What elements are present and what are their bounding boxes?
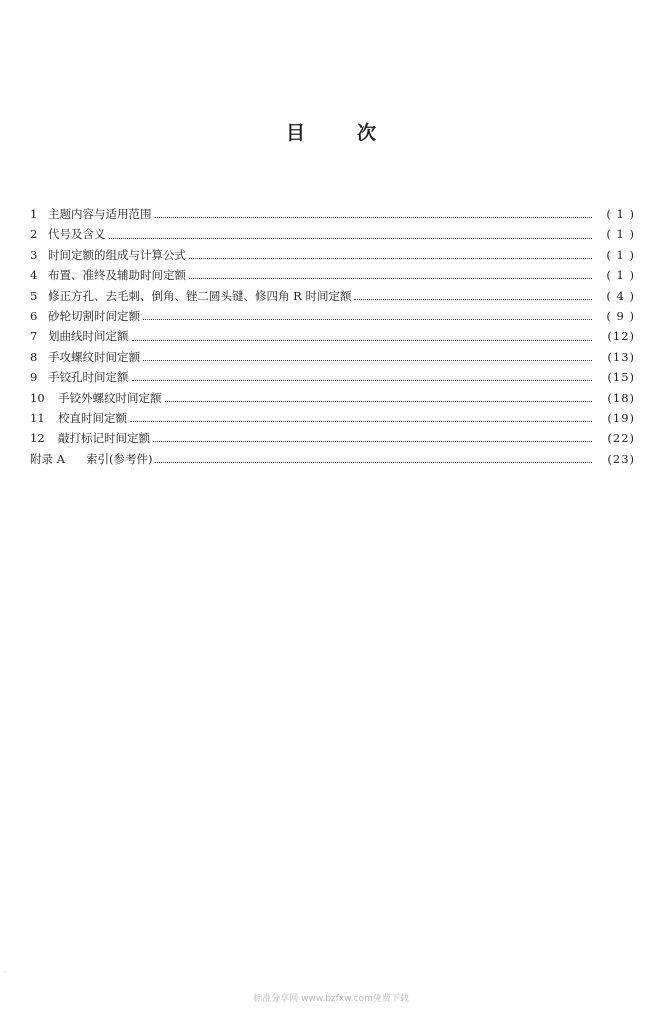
- leader-dots: [143, 359, 592, 361]
- toc-page: (23): [607, 451, 635, 466]
- toc-entry[interactable]: [30, 367, 635, 387]
- toc-label: 代号及含义: [48, 227, 106, 242]
- toc-number: 9: [30, 370, 38, 385]
- leader-dots: [130, 420, 592, 422]
- scan-speck: ·: [4, 968, 7, 976]
- toc-page: (19): [607, 410, 635, 425]
- leader-dots: [155, 216, 593, 218]
- toc-page: (12): [607, 329, 635, 344]
- toc-label: 划曲线时间定额: [48, 329, 129, 344]
- page-title: [0, 118, 662, 145]
- toc-page: ( 4 ): [606, 288, 635, 303]
- toc-label: 砂轮切割时间定额: [48, 308, 140, 323]
- toc-label: 手攻螺纹时间定额: [48, 349, 140, 364]
- leader-dots: [143, 318, 592, 320]
- toc-entry[interactable]: [30, 428, 635, 448]
- toc-entry[interactable]: [30, 306, 635, 326]
- leader-dots: [189, 277, 592, 279]
- title-right-char: 次: [357, 122, 377, 144]
- toc-number: 12: [30, 431, 45, 446]
- toc-page: ( 1 ): [606, 268, 635, 283]
- toc-number: 11: [30, 410, 45, 425]
- toc-number: 3: [30, 247, 38, 262]
- toc-entry[interactable]: [30, 408, 635, 428]
- footer-watermark: 标准分享网 www.bzfxw.com免费下载: [253, 994, 409, 1004]
- leader-dots: [165, 400, 593, 402]
- toc-label: 索引(参考件): [86, 451, 153, 466]
- toc-page: ( 1 ): [606, 207, 635, 221]
- toc-entry[interactable]: [30, 204, 635, 224]
- toc-label: 修正方孔、去毛刺、倒角、锉二圆头键、修四角 R 时间定额: [48, 288, 352, 303]
- toc-entry[interactable]: [30, 326, 635, 346]
- leader-dots: [155, 461, 592, 463]
- toc-page: (13): [607, 349, 635, 364]
- toc-number: 8: [30, 349, 38, 364]
- toc-label: 布置、准终及辅助时间定额: [48, 268, 186, 283]
- toc-entry[interactable]: [30, 388, 635, 408]
- toc-label: 手铰孔时间定额: [48, 370, 129, 385]
- leader-dots: [109, 237, 593, 239]
- toc-entry[interactable]: [30, 224, 635, 244]
- toc-label: 主题内容与适用范围: [48, 207, 152, 221]
- leader-dots: [189, 257, 592, 259]
- toc-page: (18): [607, 390, 635, 405]
- toc-number: 1: [30, 207, 38, 221]
- toc-entry[interactable]: [30, 245, 635, 265]
- toc-page: ( 1 ): [606, 247, 635, 262]
- leader-dots: [354, 298, 592, 300]
- toc-page: (22): [607, 431, 635, 446]
- leader-dots: [132, 339, 593, 341]
- toc-number: 5: [30, 288, 38, 303]
- toc-number: 7: [30, 329, 38, 344]
- toc-entry[interactable]: [30, 286, 635, 306]
- toc-entry[interactable]: [30, 265, 635, 285]
- toc-label: 校直时间定额: [58, 410, 127, 425]
- toc-page: ( 9 ): [606, 308, 635, 323]
- toc-label: 时间定额的组成与计算公式: [48, 247, 186, 262]
- toc-page: (15): [607, 370, 635, 385]
- leader-dots: [153, 440, 592, 442]
- toc-label: 敲打标记时间定额: [58, 431, 150, 446]
- toc-label: 手铰外螺纹时间定额: [58, 390, 162, 405]
- leader-dots: [132, 379, 593, 381]
- toc-page: ( 1 ): [606, 227, 635, 242]
- toc-entry[interactable]: [30, 347, 635, 367]
- title-left-char: 目: [285, 122, 305, 144]
- toc-number: 附录 A: [30, 451, 65, 466]
- toc-number: 10: [30, 390, 45, 405]
- toc-number: 4: [30, 268, 38, 283]
- toc-number: 2: [30, 227, 38, 242]
- toc-number: 6: [30, 308, 38, 323]
- table-of-contents: [30, 204, 635, 469]
- toc-entry[interactable]: [30, 449, 635, 469]
